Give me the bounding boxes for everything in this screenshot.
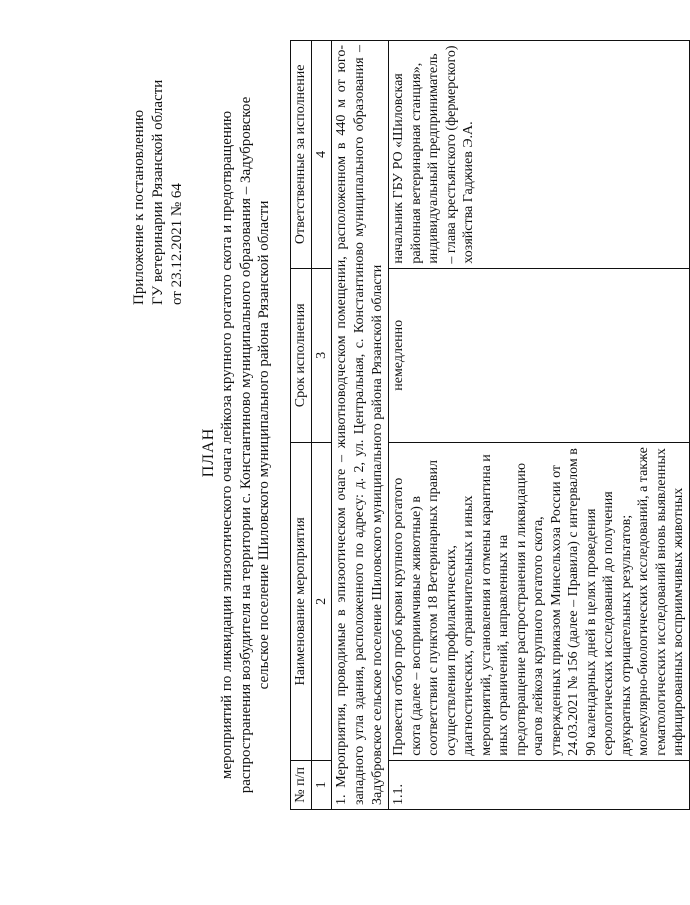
header-number: № п/п bbox=[291, 760, 312, 809]
plan-heading: ПЛАН bbox=[200, 427, 217, 478]
column-numbers-row bbox=[311, 41, 332, 810]
column-number: 2 bbox=[311, 442, 332, 760]
plan-subtitle-line-3: сельское поселение Шиловского муниципального района Рязанской области bbox=[256, 200, 272, 690]
section-1-title: 1. Мероприятия, проводимые в эпизоотическом очаге – животноводческом помещении, расположенном в 440 м от юго-западного угла здания, расположенного по адресу: д. 2, ул. Центральная, с. Константиново муниципального образования – Задубровское сельское поселение Шиловского муниципального района Рязанской области bbox=[332, 41, 389, 810]
appendix-line-1: Приложение к постановлению bbox=[131, 109, 147, 305]
row-number: 1.1. bbox=[389, 760, 690, 809]
appendix-line-2: ГУ ветеринарии Рязанской области bbox=[150, 79, 166, 305]
appendix-reference bbox=[130, 15, 187, 305]
column-number: 1 bbox=[311, 760, 332, 809]
appendix-line-3: от 23.12.2021 № 64 bbox=[169, 183, 185, 305]
plan-subtitle-line-1: мероприятий по ликвидации эпизоотического очага лейкоза крупного рогатого скота и предотвращению bbox=[219, 110, 235, 780]
column-number: 3 bbox=[311, 268, 332, 442]
header-name: Наименование мероприятия bbox=[291, 442, 312, 760]
table-row bbox=[389, 41, 690, 810]
row-term: немедленно bbox=[389, 268, 690, 442]
plan-subtitle-line-2: распространения возбудителя на территории с. Константиново муниципального образования – Задубровское bbox=[237, 96, 254, 794]
column-number: 4 bbox=[311, 41, 332, 269]
section-row bbox=[332, 41, 389, 810]
table-header-row bbox=[291, 41, 312, 810]
header-term: Срок исполнения bbox=[291, 268, 312, 442]
plan-table bbox=[290, 40, 690, 810]
row-responsible: начальник ГБУ РО «Шиловская районная ветеринарная станция», индивидуальный предприниматель – глава крестьянского (фермерского) хозяйства Гаджиев Э.А. bbox=[389, 41, 690, 269]
row-activity: Провести отбор проб крови крупного рогатого скота (далее – восприимчивые животные) в соответствии с пунктом 18 Ветеринарных правил осуществления профилактических, диагностических, ограничительных и иных мероприятий, установления и отмены карантина и иных ограничений, направленных на предотвращение распространения и ликвидацию очагов лейкоза крупного рогатого скота, утвержденных приказом Минсельхоза России от 24.03.2021 № 156 (далее – Правила) с интервалом в 90 календарных дней в целях проведения серологических исследований до получения двукратных отрицательных результатов; молекулярно-биологических исследований, а также гематологических исследований вновь выявленных инфицированных восприимчивых животных bbox=[389, 442, 690, 760]
plan-subtitle bbox=[218, 65, 274, 825]
header-responsible: Ответственные за исполнение bbox=[291, 41, 312, 269]
